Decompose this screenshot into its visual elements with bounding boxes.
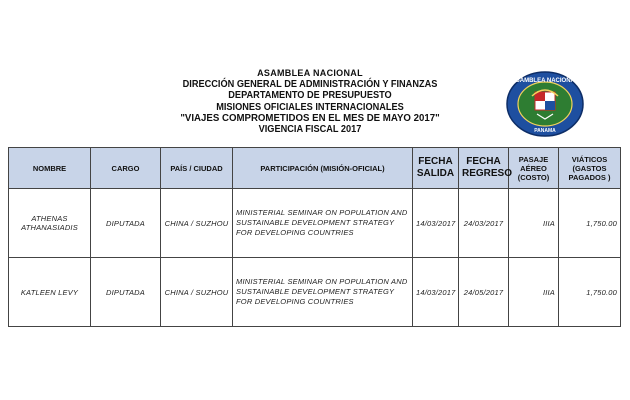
table-header-row: [9, 148, 621, 189]
header-line-direction: DIRECCIÓN GENERAL DE ADMINISTRACIÓN Y FINANZAS: [182, 79, 438, 91]
table-row: [9, 258, 621, 327]
column-header-salida: FECHA SALIDA: [413, 148, 459, 189]
column-header-viaticos: VIÁTICOS (GASTOS PAGADOS ): [559, 148, 621, 189]
document-header: [150, 68, 470, 135]
header-line-department: DEPARTAMENTO DE PRESUPUESTO: [228, 90, 392, 102]
header-line-trips: "VIAJES COMPROMETIDOS EN EL MES DE MAYO 2017": [180, 111, 440, 124]
cell-salida: 14/03/2017: [413, 258, 459, 327]
cell-participacion: MINISTERIAL SEMINAR ON POPULATION AND SUSTAINABLE DEVELOPMENT STRATEGY FOR DEVELOPING COUNTRIES: [233, 258, 413, 327]
cell-nombre: KATLEEN LEVY: [9, 258, 91, 327]
cell-cargo: DIPUTADA: [91, 189, 161, 258]
column-header-cargo: CARGO: [91, 148, 161, 189]
header-line-assembly: ASAMBLEA NACIONAL: [257, 68, 363, 78]
national-assembly-seal-logo: [505, 70, 585, 138]
cell-pais: CHINA / SUZHOU: [161, 258, 233, 327]
cell-participacion: MINISTERIAL SEMINAR ON POPULATION AND SUSTAINABLE DEVELOPMENT STRATEGY FOR DEVELOPING COUNTRIES: [233, 189, 413, 258]
header-line-missions: MISIONES OFICIALES INTERNACIONALES: [216, 101, 404, 113]
cell-cargo: DIPUTADA: [91, 258, 161, 327]
column-header-pasaje: PASAJE AÉREO (COSTO): [509, 148, 559, 189]
cell-regreso: 24/05/2017: [459, 258, 509, 327]
svg-text:PANAMA: PANAMA: [534, 128, 556, 134]
header-line-fiscal-year: VIGENCIA FISCAL 2017: [258, 124, 362, 136]
column-header-nombre: NOMBRE: [9, 148, 91, 189]
cell-pasaje: IIIA: [509, 189, 559, 258]
column-header-pais: PAÍS / CIUDAD: [161, 148, 233, 189]
cell-viaticos: 1,750.00: [559, 189, 621, 258]
column-header-participacion: PARTICIPACIÓN (MISIÓN-OFICIAL): [233, 148, 413, 189]
cell-regreso: 24/03/2017: [459, 189, 509, 258]
cell-pais: CHINA / SUZHOU: [161, 189, 233, 258]
cell-nombre: ATHENAS ATHANASIADIS: [9, 189, 91, 258]
cell-pasaje: IIIA: [509, 258, 559, 327]
svg-text:ASAMBLEA NACIONAL: ASAMBLEA NACIONAL: [511, 78, 579, 84]
column-header-regreso: FECHA REGRESO: [459, 148, 509, 189]
cell-viaticos: 1,750.00: [559, 258, 621, 327]
table-row: [9, 189, 621, 258]
missions-table: [8, 147, 621, 327]
cell-salida: 14/03/2017: [413, 189, 459, 258]
